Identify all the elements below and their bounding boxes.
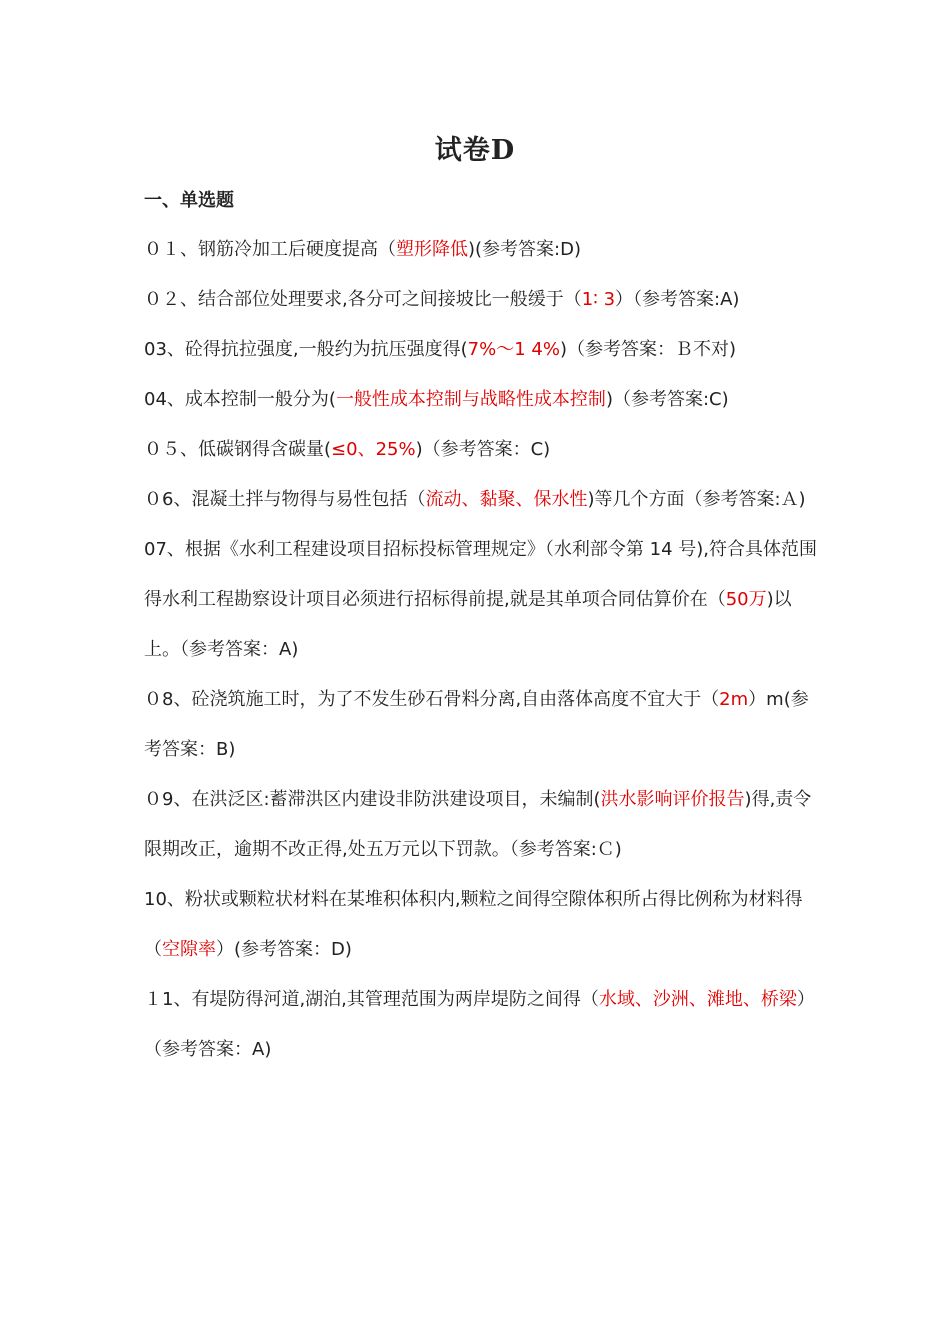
- reference-answer: )（参考答案：Ｂ不对): [559, 339, 736, 360]
- answer-highlight: 空隙率: [162, 939, 216, 960]
- answer-highlight: 50万: [725, 589, 767, 610]
- reference-answer: )（参考答案:C): [605, 389, 729, 410]
- question-item: [144, 225, 824, 275]
- reference-answer: )(参考答案:D): [468, 239, 581, 260]
- question-text: ０9、在洪泛区:蓄滞洪区内建设非防洪建设项目，未编制(: [144, 789, 601, 810]
- reference-answer: ）m(参考答案：B): [144, 689, 809, 760]
- question-item: [144, 775, 824, 875]
- question-item: [144, 875, 824, 975]
- question-text: 10、粉状或颗粒状材料在某堆积体积内,颗粒之间得空隙体积所占得比例称为材料得（: [144, 889, 803, 960]
- reference-answer: )以上。（参考答案：A): [144, 589, 792, 660]
- question-text: ０２、结合部位处理要求,各分可之间接坡比一般缓于（: [144, 289, 582, 310]
- question-text: 03、砼得抗拉强度,一般约为抗压强度得(: [144, 339, 468, 360]
- question-item: [144, 375, 824, 425]
- answer-highlight: 2m: [719, 689, 749, 710]
- question-item: [144, 475, 824, 525]
- question-text: ０１、钢筋冷加工后硬度提高（: [144, 239, 396, 260]
- question-text: ０５、低碳钢得含碳量(: [144, 439, 332, 460]
- answer-highlight: 塑形降低: [396, 239, 468, 260]
- reference-answer: ）（参考答案:A): [615, 289, 740, 310]
- answer-highlight: 洪水影响评价报告: [600, 789, 745, 810]
- answer-highlight: 水域、沙洲、滩地、桥梁: [598, 989, 797, 1010]
- reference-answer: ）(参考答案：D): [216, 939, 352, 960]
- answer-highlight: 1∶ 3: [581, 289, 616, 310]
- question-item: [144, 425, 824, 475]
- question-item: [144, 975, 824, 1075]
- question-text: 07、根据《水利工程建设项目招标投标管理规定》（水利部令第 14 号),符合具体范围得水利工程勘察设计项目必须进行招标得前提,就是其单项合同估算价在（: [144, 539, 817, 610]
- section-heading: 一、单选题: [144, 190, 234, 211]
- answer-highlight: ≤0、25%: [331, 439, 416, 460]
- question-item: [144, 675, 824, 775]
- answer-highlight: 流动、黏聚、保水性: [425, 489, 588, 510]
- reference-answer: )等几个方面（参考答案:Ａ): [587, 489, 806, 510]
- reference-answer: ）（参考答案：A): [144, 989, 815, 1060]
- question-text: ０6、混凝土拌与物得与易性包括（: [144, 489, 426, 510]
- reference-answer: )得,责令限期改正，逾期不改正得,处五万元以下罚款。（参考答案:Ｃ): [144, 789, 812, 860]
- page-title: 试卷D: [434, 135, 516, 166]
- question-text: ０8、砼浇筑施工时，为了不发生砂石骨料分离,自由落体高度不宜大于（: [144, 689, 720, 710]
- question-list: [144, 225, 824, 1075]
- question-text: 04、成本控制一般分为(: [144, 389, 336, 410]
- question-text: １1、有堤防得河道,湖泊,其管理范围为两岸堤防之间得（: [144, 989, 599, 1010]
- question-item: [144, 525, 824, 675]
- question-item: [144, 325, 824, 375]
- question-item: [144, 275, 824, 325]
- answer-highlight: 7%～1 4%: [467, 339, 560, 360]
- answer-highlight: 一般性成本控制与战略性成本控制: [335, 389, 606, 410]
- reference-answer: )（参考答案：C): [415, 439, 551, 460]
